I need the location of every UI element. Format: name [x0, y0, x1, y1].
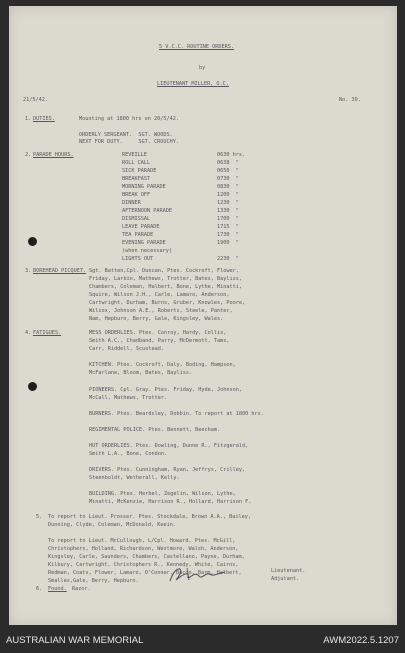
parade-label: EVENING PARADE	[122, 240, 166, 246]
section-number: 3.	[25, 268, 32, 274]
parade-time: 1900 "	[217, 240, 239, 246]
picquet-line: Squire, Wilson J.H., Carle, Lamaro, Anderson,	[89, 292, 230, 298]
fatigue-line: McFarlane, Bloom, Bates, Bayliss.	[89, 370, 193, 376]
section-heading-picquet: BOREHEAD PICQUET.	[33, 268, 87, 274]
parade-label: (when necessary)	[122, 248, 172, 254]
fatigue-line: BURNERS. Ptes. Beardsley, Dobbin. To report at 1800 hrs.	[89, 411, 264, 417]
signatory-rank: Lieutenant.	[271, 568, 306, 574]
duties-text: Mounting at 1800 hrs on 20/5/42.	[79, 116, 179, 122]
signatory-role: Adjutant.	[271, 576, 300, 582]
fatigue-line: PIONEERS. Cpl. Gray. Ptes. Friday, Hyde, Johnson,	[89, 387, 243, 393]
section5-line: To report to Lieut. McCullough, L/Cpl. Howard, Ptes. McGill,	[48, 538, 236, 544]
punch-hole	[28, 382, 37, 391]
section5-line: Kilbury, Cartwright, Christophers R., Kennedy, White, Cairns,	[48, 562, 239, 568]
parade-label: DISMISSAL	[122, 216, 151, 222]
picquet-line: Chambers, Coleman, Halbert, Bone, Lythe, Minatti,	[89, 284, 243, 290]
order-date: 21/5/42.	[23, 97, 48, 103]
fatigue-line: BUILDING. Ptes. Herbel, Zegelin, Wilson, Lythe,	[89, 491, 236, 497]
parade-label: SICK PARADE	[122, 168, 157, 174]
duties-text: NEXT FOR DUTY. SGT. CROUCHY.	[79, 139, 179, 145]
section-number: 5.	[36, 514, 43, 520]
by-line: by	[199, 65, 206, 71]
parade-label: ROLL CALL	[122, 160, 151, 166]
fatigue-line: Smith A.C., Chadband, Parry, McDermott, Tams,	[89, 338, 230, 344]
section-number: 1.	[25, 116, 32, 122]
section-number: 4.	[25, 330, 32, 336]
parade-label: REVEILLE	[122, 152, 147, 158]
parade-time: 0830 "	[217, 184, 239, 190]
picquet-line: Friday, Larkin, Mathews, Trotter, Bates, Bayliss,	[89, 276, 243, 282]
section5-line: Christophers, Holland, Richardson, Westmore, Walsh, Anderson,	[48, 546, 239, 552]
picquet-line: Wilcox, Johnson A.E., Roberts, Steele, Panter,	[89, 308, 233, 314]
parade-time: 1330 "	[217, 208, 239, 214]
fatigue-line: Minatti, McKenzie, Harrison R., Hollard, Harrison F.	[89, 499, 252, 505]
section-number: 6.	[36, 586, 43, 592]
parade-time: 1730 "	[217, 232, 239, 238]
section-heading-found: Found.	[48, 586, 67, 592]
found-text: Razor.	[72, 586, 91, 592]
section-heading-fatigues: FATIGUES.	[33, 330, 62, 336]
parade-time: 0730 "	[217, 176, 239, 182]
author-line: LIEUTENANT MILLER, O.C.	[157, 81, 229, 87]
punch-hole	[28, 237, 37, 246]
section5-line: To report to Lieut. Prosser. Ptes. Stockdale, Brown A.A., Bailey,	[48, 514, 252, 520]
section-number: 2.	[25, 152, 32, 158]
section5-line: Kingsley, Carle, Saunders, Chambers, Castellano, Payne, Durham,	[48, 554, 245, 560]
archive-reference: AWM2022.5.1207	[323, 635, 399, 646]
fatigue-line: Smith L.A., Bone, Condon.	[89, 451, 168, 457]
fatigue-line: Steenboldt, Wetherall, Kelly.	[89, 475, 180, 481]
picquet-line: Sgt. Batten,Cpl. Duncan, Ptes. Cockroft, Flower,	[89, 268, 239, 274]
fatigue-line: MESS ORDERLIES. Ptes. Conroy, Hardy, Collis,	[89, 330, 227, 336]
section5-line: Dunning, Clyde, Coleman, McDonald, Keein.	[48, 522, 177, 528]
section5-line: Smalles,Gale, Berry, Hepburn.	[48, 578, 139, 584]
parade-time: 1200 "	[217, 192, 239, 198]
parade-time: 1700 "	[217, 216, 239, 222]
fatigue-line: Carr, Riddell, Scustead.	[89, 346, 164, 352]
document-page	[9, 6, 397, 625]
fatigue-line: McCall, Mathews, Trotter.	[89, 395, 168, 401]
parade-time: 1230 "	[217, 200, 239, 206]
fatigue-line: REGIMENTAL POLICE. Ptes. Bennett, Beecham.	[89, 427, 221, 433]
archive-footer	[0, 627, 405, 653]
section-heading-duties: DUTIES.	[33, 116, 55, 122]
parade-time: 0650 "	[217, 168, 239, 174]
picquet-line: Cartwright, Durham, Burns, Gruber, Knowles, Poore,	[89, 300, 246, 306]
section-heading-parade-hours: PARADE HOURS.	[33, 152, 74, 158]
parade-time: 0638 "	[217, 160, 239, 166]
parade-label: MORNING PARADE	[122, 184, 166, 190]
fatigue-line: KITCHEN. Ptes. Cockroft, Daly, Boding, Hampson,	[89, 362, 236, 368]
parade-label: LEAVE PARADE	[122, 224, 160, 230]
section5-line: Redman, Coats, Flower, Lamaro, O'Conner, Bacon, Barm, Halbert,	[48, 570, 242, 576]
parade-label: BREAKFAST	[122, 176, 151, 182]
handwritten-signature	[167, 564, 229, 586]
duties-text: ORDERLY SERGEANT. SGT. WOODS.	[79, 132, 173, 138]
parade-label: BREAK OFF	[122, 192, 151, 198]
parade-time: 2230 "	[217, 256, 239, 262]
fatigue-line: DRIVERS. Ptes. Cunningham, Ryan, Jeffrys, Crilley,	[89, 467, 246, 473]
parade-time: 1715 "	[217, 224, 239, 230]
parade-label: DINNER	[122, 200, 141, 206]
parade-label: AFTERNOON PARADE	[122, 208, 172, 214]
document-title: 5 V.C.C. ROUTINE ORDERS.	[159, 44, 234, 50]
parade-label: LIGHTS OUT	[122, 256, 154, 262]
picquet-line: Nam, Hepburn, Berry, Gale, Kingsley, Wales.	[89, 316, 224, 322]
archive-name: AUSTRALIAN WAR MEMORIAL	[6, 635, 144, 646]
parade-time: 0630 hrs.	[217, 152, 246, 158]
parade-label: TEA PARADE	[122, 232, 154, 238]
fatigue-line: HUT ORDERLIES. Ptes. Dowling, Dunne R., Fitzgerald,	[89, 443, 249, 449]
order-number: No. 39.	[339, 97, 361, 103]
